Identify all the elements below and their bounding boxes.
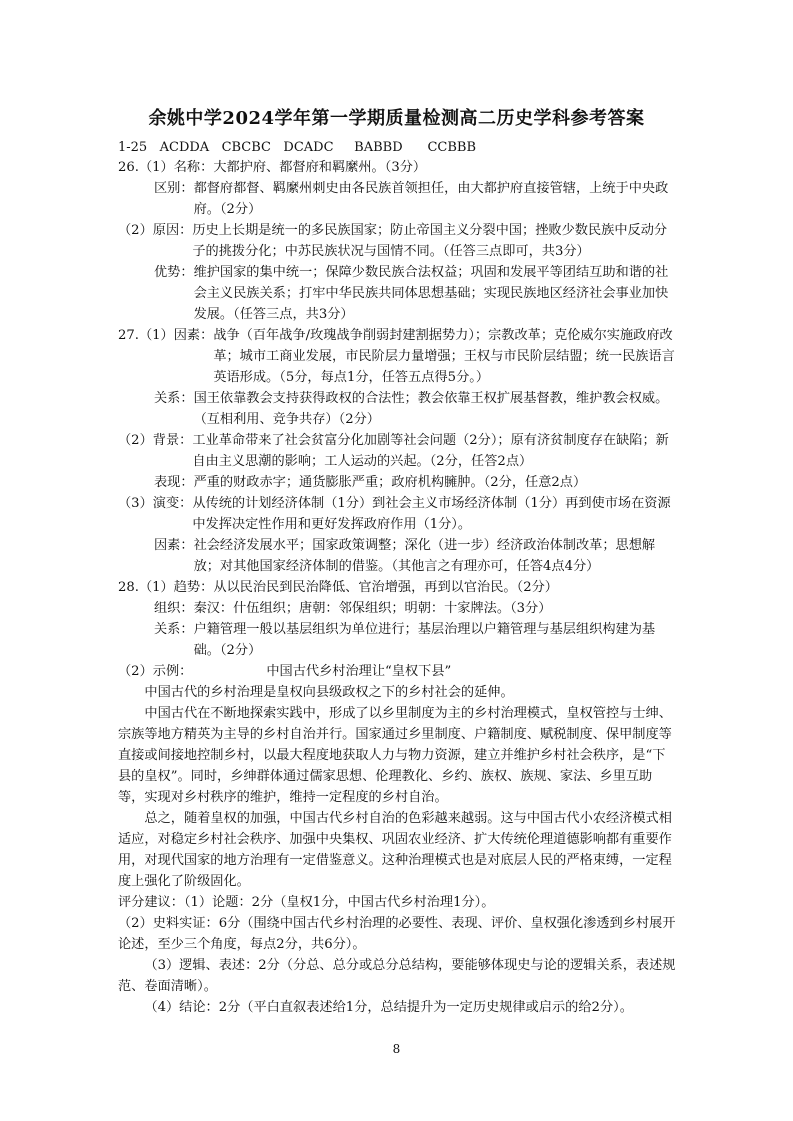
q26-reason-label: （2）原因： xyxy=(118,223,193,238)
q28-ex-label: （2）示例： xyxy=(118,664,193,679)
essay-paragraph-1: 中国古代的乡村治理是皇权向县级政权之下的乡村社会的延伸。 xyxy=(144,685,514,700)
q26-diff-label: 区别： xyxy=(154,181,194,196)
q28-part2-example xyxy=(118,661,678,682)
q28-trend-label: 28.（1）趋势： xyxy=(118,580,214,595)
q27-rel-text: 国王依靠教会支持获得政权的合法性；教会依靠王权扩展基督教，维护教会权威。（互相利用、竞争共存）（2分） xyxy=(193,391,669,427)
q27-part2-background xyxy=(118,430,678,472)
multiple-choice-answers: 1-25 ACDDA CBCBC DCADC BABBD CCBBB xyxy=(118,140,477,155)
q26-diff-text: 都督府都督、羁縻州刺史由各民族首领担任，由大都护府直接管辖，上统于中央政府。（2分） xyxy=(193,181,669,217)
grading-point-1: 评分建议：（1）论题：2分（皇权1分，中国古代乡村治理1分）。 xyxy=(118,895,495,910)
page-number: 8 xyxy=(392,1042,401,1056)
q26-name-text: 大都护府、都督府和羁縻州。（3分） xyxy=(213,160,427,175)
q27-evo-label: （3）演变： xyxy=(118,496,193,511)
q28-part1-relation xyxy=(118,619,678,661)
q26-part1-name xyxy=(118,157,678,178)
q27-perf-text: 严重的财政赤字；通货膨胀严重；政府机构臃肿。（2分，任意2点） xyxy=(193,475,587,490)
q27-part1-factor xyxy=(118,325,678,388)
q28-org-label: 组织： xyxy=(154,601,194,616)
essay-paragraph-2: 中国古代在不断地探索实践中，形成了以乡里制度为主的乡村治理模式，皇权管控与士绅、宗族等地方精英为主导的乡村自治并行。国家通过乡里制度、户籍制度、赋税制度、保甲制度等直接或间接地控制乡村，以最大程度地获取人力与物力资源，建立并维护乡村社会秩序，是“下县的皇权”。同时，乡绅群体通过儒家思想、伦理教化、乡约、族权、族规、家法、乡里互助等，实现对乡村秩序的维护，维持一定程度的乡村自治。 xyxy=(118,706,672,805)
q26-part1-difference xyxy=(118,178,678,220)
q26-adv-label: 优势： xyxy=(154,265,194,280)
grading-point-2: （2）史料实证：6分（围绕中国古代乡村治理的必要性、表现、评价、皇权强化渗透到乡村展开论述，至少三个角度，每点2分，共6分）。 xyxy=(118,916,676,952)
page-title: 余姚中学2024学年第一学期质量检测高二历史学科参考答案 xyxy=(148,108,645,129)
q27-perf-label: 表现： xyxy=(154,475,194,490)
q27-part3-cause xyxy=(118,535,678,577)
q28-part1-trend xyxy=(118,577,678,598)
q28-part1-organization xyxy=(118,598,678,619)
q27-bg-label: （2）背景： xyxy=(118,433,193,448)
q27-cause-text: 社会经济发展水平；国家政策调整；深化（进一步）经济政治体制改革；思想解放；对其他国家经济体制的借鉴。（其他言之有理亦可，任答4点4分） xyxy=(193,538,656,574)
q26-adv-text: 维护国家的集中统一；保障少数民族合法权益；巩固和发展平等团结互助和谐的社会主义民族关系；打牢中华民族共同体思想基础；实现民族地区经济社会事业加快发展。（任答三点，共3分） xyxy=(193,265,669,322)
q26-part2-advantage xyxy=(118,262,678,325)
q26-reason-text: 历史上长期是统一的多民族国家；防止帝国主义分裂中国；挫败少数民族中反动分子的挑拨分化；中苏民族状况与国情不同。（任答三点即可，共3分） xyxy=(192,223,668,259)
q27-cause-label: 因素： xyxy=(154,538,194,553)
q27-bg-text: 工业革命带来了社会贫富分化加剧等社会问题（2分）；原有济贫制度存在缺陷；新自由主义思潮的影响；工人运动的兴起。（2分，任答2点） xyxy=(192,433,669,469)
q27-rel-label: 关系： xyxy=(154,391,194,406)
q27-part1-relation xyxy=(118,388,678,430)
q27-part2-performance xyxy=(118,472,678,493)
q28-rel-label: 关系： xyxy=(154,622,194,637)
q27-evo-text: 从传统的计划经济体制（1分）到社会主义市场经济体制（1分）再到使市场在资源中发挥决定性作用和更好发挥政府作用（1分）。 xyxy=(192,496,671,532)
grading-point-3: （3）逻辑、表述：2分（分总、总分或总分总结构，要能够体现史与论的逻辑关系，表述规范、卷面清晰）。 xyxy=(118,958,676,994)
grading-point-4: （4）结论：2分（平白直叙表述给1分，总结提升为一定历史规律或启示的给2分）。 xyxy=(144,1000,633,1015)
q26-name-label: 26.（1）名称： xyxy=(118,160,214,175)
q28-org-text: 秦汉：什伍组织；唐朝：邻保组织；明朝：十家牌法。（3分） xyxy=(193,601,552,616)
essay-paragraph-3: 总之，随着皇权的加强，中国古代乡村自治的色彩越来越弱。这与中国古代小农经济模式相适应，对稳定乡村社会秩序、加强中央集权、巩固农业经济、扩大传统伦理道德影响都有重要作用，对现代国家的地方治理有一定借鉴意义。这种治理模式也是对底层人民的严格束缚，一定程度上强化了阶级固化。 xyxy=(118,811,672,889)
q28-trend-text: 从以民治民到民治降低、官治增强，再到以官治民。（2分） xyxy=(213,580,558,595)
q26-part2-reason xyxy=(118,220,678,262)
answer-body xyxy=(118,157,678,1018)
q27-factor-text: 战争（百年战争/玫瑰战争削弱封建割据势力）；宗教改革；克伦威尔实施政府改革；城市工商业发展，市民阶层力量增强；王权与市民阶层结盟；统一民族语言英语形成。（5分，每点1分，任答五点得5分。） xyxy=(213,328,675,385)
q28-rel-text: 户籍管理一般以基层组织为单位进行；基层治理以户籍管理与基层组织构建为基础。（2分） xyxy=(193,622,656,658)
q27-part3-evolution xyxy=(118,493,678,535)
q28-essay-title: 中国古代乡村治理让“皇权下县” xyxy=(266,664,452,679)
q27-factor-label: 27.（1）因素： xyxy=(118,328,214,343)
